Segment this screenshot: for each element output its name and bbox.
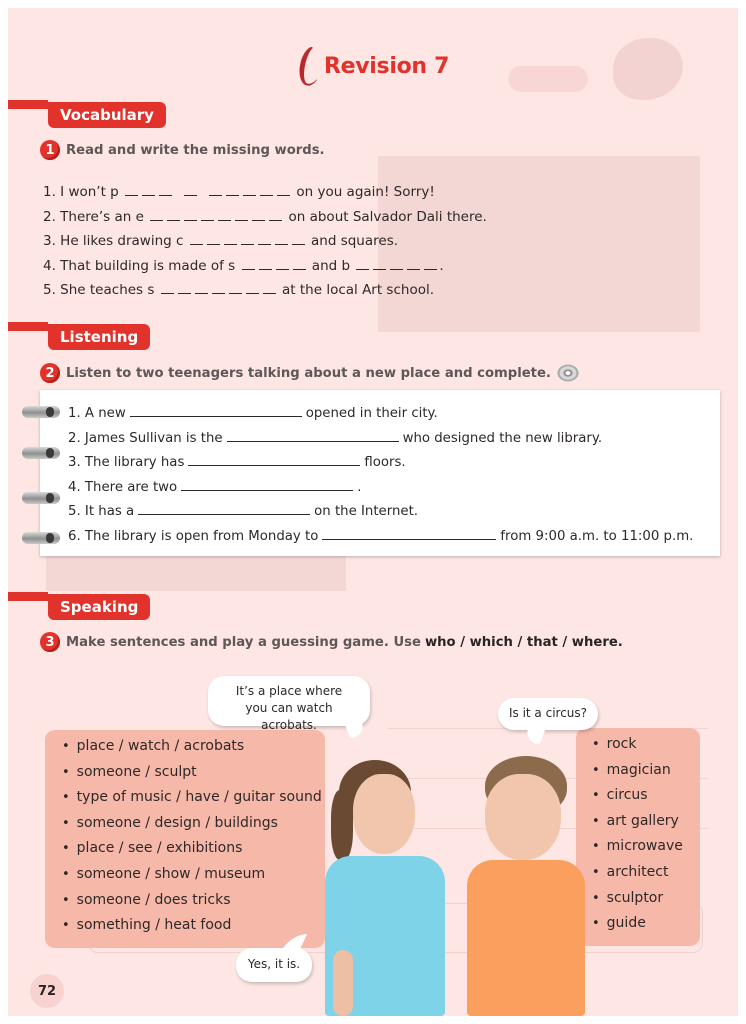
letter-blank[interactable]: [269, 207, 282, 221]
letter-blank[interactable]: [159, 182, 172, 196]
item-prefix: 6. The library is open from Monday to: [68, 528, 319, 544]
prompt-item: • something / heat food: [62, 913, 322, 939]
vocabulary-item: [43, 229, 487, 254]
prompt-item: • someone / design / buildings: [62, 811, 322, 837]
exercise-number-badge: 3: [40, 632, 60, 652]
letter-blank[interactable]: [212, 280, 225, 294]
letter-blank[interactable]: [224, 231, 237, 245]
boy-shirt: [467, 860, 585, 1016]
vocabulary-item: [43, 205, 487, 230]
item-suffix: floors.: [364, 455, 406, 470]
letter-blank[interactable]: [260, 182, 273, 196]
answer-blank[interactable]: [138, 500, 310, 515]
banner-strip: [8, 100, 48, 109]
listening-item: [68, 476, 693, 501]
bubble-tail: [342, 716, 368, 738]
letter-blank[interactable]: [292, 231, 305, 245]
vocabulary-item: [43, 278, 487, 303]
notebook-ring-icon: [22, 406, 60, 418]
letter-blank[interactable]: [276, 256, 289, 270]
prompt-item: • someone / does tricks: [62, 888, 322, 914]
answer-blank[interactable]: [181, 476, 353, 491]
item-middle: and b: [311, 257, 351, 274]
instruction-text: Read and write the missing words.: [66, 142, 325, 158]
item-suffix: on about Salvador Dali there.: [288, 208, 487, 225]
letter-blank[interactable]: [209, 182, 222, 196]
letter-blank[interactable]: [195, 280, 208, 294]
section-banner-speaking: [8, 592, 150, 620]
letter-blank[interactable]: [226, 182, 239, 196]
item-suffix: and squares.: [311, 233, 399, 249]
section-banner-vocabulary: [8, 100, 166, 128]
page-number: 72: [30, 974, 64, 1008]
letter-blank[interactable]: [293, 256, 306, 270]
answer-item: • circus: [592, 783, 683, 809]
letter-blank[interactable]: [259, 256, 272, 270]
letter-blank[interactable]: [390, 256, 403, 270]
section-label: Vocabulary: [48, 102, 166, 128]
letter-blank[interactable]: [161, 280, 174, 294]
instruction-emphasis: who / which / that / where.: [424, 634, 623, 650]
letter-blank[interactable]: [184, 207, 197, 221]
crescent-moon-icon: [296, 44, 326, 88]
letter-blank[interactable]: [258, 231, 271, 245]
page-title-text: Revision 7: [324, 53, 450, 79]
prompt-item: • type of music / have / guitar sound: [62, 785, 322, 811]
answer-blank[interactable]: [159, 278, 278, 302]
item-prefix: 2. James Sullivan is the: [68, 430, 223, 446]
item-suffix: on the Internet.: [314, 504, 419, 519]
answer-item: • architect: [592, 860, 683, 886]
letter-blank[interactable]: [373, 256, 386, 270]
item-prefix: 4. There are two: [68, 479, 178, 495]
letter-blank[interactable]: [235, 207, 248, 221]
speech-bubble-girl-answer: [236, 948, 312, 982]
listening-item: [68, 525, 693, 550]
instruction-text: Listen to two teenagers talking about a new place and complete.: [66, 365, 551, 381]
letter-blank[interactable]: [252, 207, 265, 221]
section-label: Listening: [48, 324, 150, 350]
background-ghost-pottery: [613, 38, 683, 100]
item-prefix: 5. It has a: [68, 504, 135, 519]
answer-item: • art gallery: [592, 809, 683, 835]
boy-illustration: [463, 756, 593, 1016]
answer-blank[interactable]: [188, 451, 360, 466]
letter-blank[interactable]: [263, 280, 276, 294]
listening-notebook-card: [40, 390, 720, 556]
girl-arm: [333, 950, 353, 1016]
speech-bubble-boy-guess: [498, 698, 598, 730]
prompt-item: • place / watch / acrobats: [62, 734, 322, 760]
answer-blank[interactable]: [227, 427, 399, 442]
notebook-ring-icon: [22, 447, 60, 459]
exercise-number-badge: 1: [40, 140, 60, 160]
vocabulary-item: [43, 180, 487, 205]
listening-item: [68, 451, 693, 476]
instruction-text: Make sentences and play a guessing game. Use: [66, 634, 421, 650]
girl-ponytail: [331, 790, 353, 860]
bubble-text: Yes, it is.: [247, 957, 301, 971]
letter-blank[interactable]: [207, 231, 220, 245]
item-prefix: 3. The library has: [68, 455, 185, 470]
girl-face: [353, 774, 415, 854]
answer-blank[interactable]: [354, 254, 439, 278]
letter-blank[interactable]: [150, 207, 163, 221]
prompt-item: • place / see / exhibitions: [62, 836, 322, 862]
background-ghost-image-2: [46, 556, 346, 591]
letter-blank[interactable]: [201, 207, 214, 221]
textbook-page: [8, 8, 738, 1016]
girl-illustration: [313, 760, 453, 1016]
letter-blank[interactable]: [125, 182, 138, 196]
banner-strip: [8, 592, 48, 601]
answer-item: • magician: [592, 758, 683, 784]
listening-item: [68, 500, 693, 525]
item-prefix: 1. I won’t p: [43, 184, 119, 200]
speech-bubble-girl-question: [208, 676, 370, 732]
letter-blank[interactable]: [275, 231, 288, 245]
item-prefix: 3. He likes drawing c: [43, 233, 184, 249]
item-prefix: 2. There’s an e: [43, 208, 144, 225]
vocabulary-item: [43, 254, 487, 279]
vocabulary-exercise-list: [43, 180, 487, 303]
item-suffix: at the local Art school.: [282, 282, 435, 298]
letter-blank[interactable]: [246, 280, 259, 294]
section-banner-listening: [8, 322, 150, 350]
notebook-ring-icon: [22, 492, 60, 504]
answer-blank[interactable]: [130, 402, 302, 417]
answer-blank[interactable]: [322, 525, 496, 540]
exercise-2-instruction: [40, 362, 579, 384]
notebook-ring-icon: [22, 532, 60, 544]
banner-strip: [8, 322, 48, 331]
prompt-item: • someone / show / museum: [62, 862, 322, 888]
item-suffix: .: [439, 257, 444, 274]
exercise-number-badge: 2: [40, 363, 60, 383]
section-label: Speaking: [48, 594, 150, 620]
letter-blank[interactable]: [178, 280, 191, 294]
letter-blank[interactable]: [243, 182, 256, 196]
exercise-3-instruction: [40, 632, 623, 652]
background-ghost-label: [508, 66, 588, 92]
letter-blank[interactable]: [356, 256, 369, 270]
item-suffix: .: [357, 479, 362, 495]
letter-blank[interactable]: [277, 182, 290, 196]
listening-exercise-list: [68, 402, 693, 549]
item-suffix: from 9:00 a.m. to 11:00 p.m.: [500, 528, 694, 544]
answer-blank[interactable]: [240, 254, 308, 278]
prompts-list: [62, 734, 322, 939]
item-suffix: on you again! Sorry!: [296, 184, 435, 200]
bubble-tail: [522, 722, 548, 744]
item-prefix: 5. She teaches s: [43, 282, 155, 298]
letter-blank[interactable]: [167, 207, 180, 221]
letter-blank[interactable]: [190, 231, 203, 245]
answer-blank[interactable]: [148, 205, 284, 229]
answer-blank[interactable]: [188, 229, 307, 253]
letter-blank[interactable]: [142, 182, 155, 196]
item-prefix: 4. That building is made of s: [43, 257, 236, 274]
boy-face: [485, 774, 561, 860]
item-prefix: 1. A new: [68, 406, 126, 421]
answer-item: • sculptor: [592, 886, 683, 912]
answer-item: • rock: [592, 732, 683, 758]
letter-blank[interactable]: [229, 280, 242, 294]
letter-blank[interactable]: [424, 256, 437, 270]
item-suffix: opened in their city.: [305, 406, 438, 421]
letter-blank[interactable]: [218, 207, 231, 221]
letter-blank[interactable]: [184, 182, 197, 196]
letter-blank[interactable]: [241, 231, 254, 245]
answers-list: [592, 732, 683, 937]
letter-blank[interactable]: [242, 256, 255, 270]
prompt-item: • someone / sculpt: [62, 760, 322, 786]
bubble-text: It’s a place where you can watch acrobats.: [235, 684, 343, 732]
cd-audio-icon[interactable]: [557, 364, 579, 382]
page-title: [300, 46, 449, 86]
answer-blank[interactable]: [123, 180, 292, 204]
answer-item: • microwave: [592, 834, 683, 860]
listening-item: [68, 427, 693, 452]
exercise-1-instruction: [40, 140, 325, 160]
answer-item: • guide: [592, 911, 683, 937]
bubble-text: Is it a circus?: [508, 706, 588, 720]
listening-item: [68, 402, 693, 427]
item-suffix: who designed the new library.: [402, 430, 603, 446]
letter-blank[interactable]: [407, 256, 420, 270]
